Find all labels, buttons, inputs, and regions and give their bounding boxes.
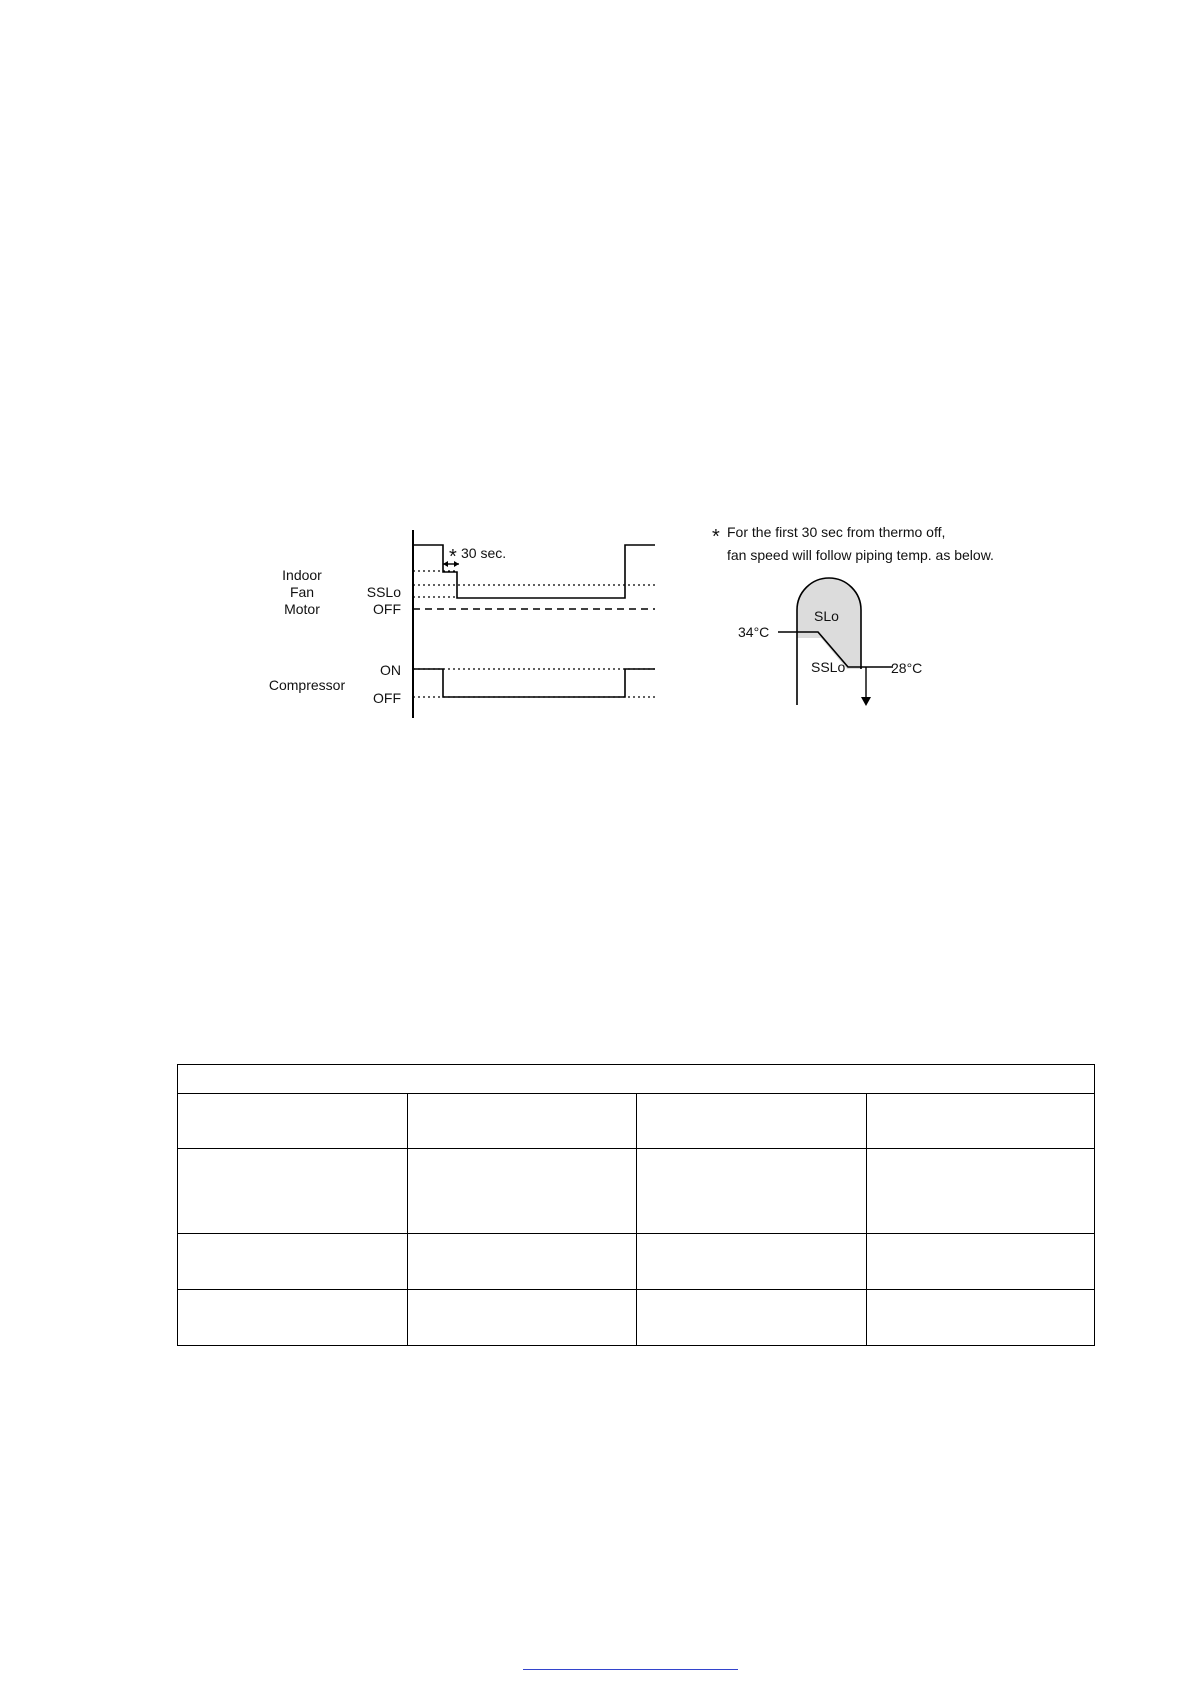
- table-cell: [867, 1290, 1095, 1346]
- table-cell: [408, 1234, 637, 1290]
- temp-slo-label: SLo: [814, 608, 839, 624]
- temp-low-label: 28°C: [891, 660, 923, 676]
- label-sslo: SSLo: [366, 584, 401, 600]
- note-line2: fan speed will follow piping temp. as below.: [727, 547, 994, 563]
- label-on: ON: [380, 662, 401, 678]
- table-header-cell: [178, 1065, 1095, 1094]
- table-row: [178, 1094, 1095, 1149]
- table-cell: [408, 1094, 637, 1149]
- table-cell: [178, 1149, 408, 1234]
- table-cell: [408, 1149, 637, 1234]
- table-header-row: [178, 1065, 1095, 1094]
- note-asterisk: *: [712, 526, 720, 548]
- temp-down-arrow-head: [861, 697, 871, 706]
- table-cell: [178, 1234, 408, 1290]
- table-cell: [178, 1290, 408, 1346]
- table-row: [178, 1290, 1095, 1346]
- table-cell: [637, 1234, 867, 1290]
- temperature-diagram: [0, 0, 1190, 760]
- table-row: [178, 1234, 1095, 1290]
- table-cell: [867, 1149, 1095, 1234]
- table-cell: [637, 1290, 867, 1346]
- table-cell: [637, 1149, 867, 1234]
- table-cell: [178, 1094, 408, 1149]
- label-fan: Fan: [289, 584, 315, 600]
- temp-sslo-label: SSLo: [811, 659, 846, 675]
- label-off-comp: OFF: [373, 690, 401, 706]
- label-compressor: Compressor: [268, 677, 346, 693]
- delay-label: 30 sec.: [461, 545, 507, 561]
- label-off-fan: OFF: [373, 601, 401, 617]
- table-cell: [867, 1094, 1095, 1149]
- label-motor: Motor: [284, 601, 320, 617]
- footer-link-underline[interactable]: [523, 1668, 738, 1670]
- table-cell: [867, 1234, 1095, 1290]
- label-indoor: Indoor: [282, 567, 322, 583]
- table-row: [178, 1149, 1095, 1234]
- data-table: [177, 1064, 1095, 1346]
- table-cell: [408, 1290, 637, 1346]
- table-cell: [637, 1094, 867, 1149]
- note-line1: For the first 30 sec from thermo off,: [727, 524, 946, 540]
- temp-high-label: 34°C: [738, 624, 770, 640]
- slo-region: [797, 578, 861, 705]
- delay-asterisk: *: [449, 546, 457, 568]
